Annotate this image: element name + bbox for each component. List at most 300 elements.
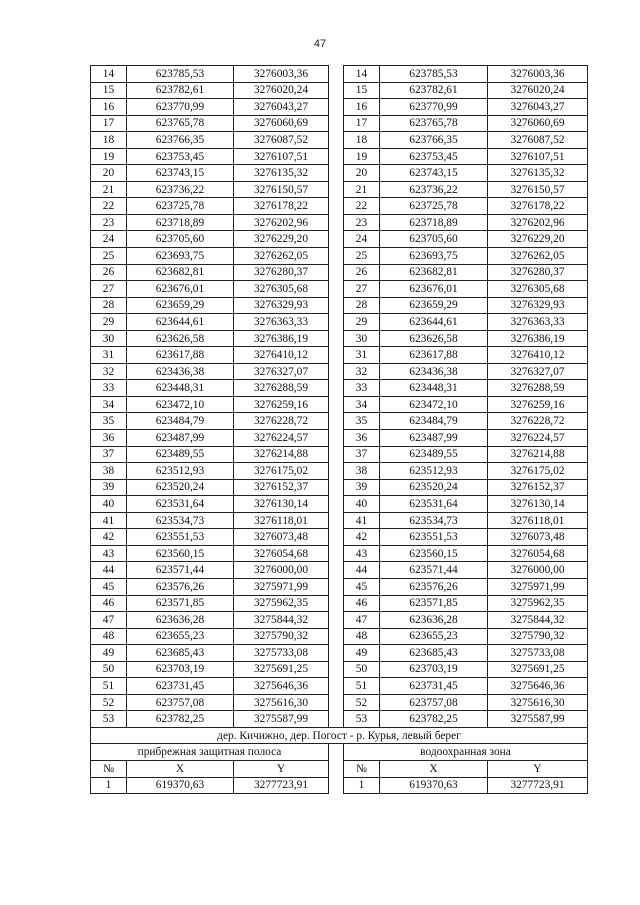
right-x-value: 623472,10 bbox=[380, 396, 488, 413]
left-y-value: 3276118,01 bbox=[234, 512, 329, 529]
table-row bbox=[91, 82, 588, 99]
table-row bbox=[91, 347, 588, 364]
column-gap bbox=[329, 132, 344, 149]
column-gap bbox=[329, 512, 344, 529]
left-x-value: 623766,35 bbox=[127, 132, 234, 149]
table-row bbox=[91, 446, 588, 463]
left-point-number: 22 bbox=[91, 198, 127, 215]
column-gap bbox=[329, 198, 344, 215]
column-gap bbox=[329, 82, 344, 99]
column-gap bbox=[329, 330, 344, 347]
right-x-value: 623659,29 bbox=[380, 297, 488, 314]
table-row bbox=[91, 430, 588, 447]
right-y-value: 3276073,48 bbox=[488, 529, 588, 546]
column-gap bbox=[329, 314, 344, 331]
left-x-value: 623753,45 bbox=[127, 148, 234, 165]
column-gap bbox=[329, 562, 344, 579]
right-x-value: 623617,88 bbox=[380, 347, 488, 364]
left-x-value: 623757,08 bbox=[127, 694, 234, 711]
column-gap bbox=[329, 347, 344, 364]
left-header-number: № bbox=[91, 760, 127, 777]
left-y-value: 3275616,30 bbox=[234, 694, 329, 711]
right-point-number: 50 bbox=[344, 661, 380, 678]
left-x-value: 623718,89 bbox=[127, 214, 234, 231]
right-point-number: 17 bbox=[344, 115, 380, 132]
right-point-number: 19 bbox=[344, 148, 380, 165]
left-x-value: 623487,99 bbox=[127, 430, 234, 447]
table-row bbox=[91, 132, 588, 149]
column-gap bbox=[329, 678, 344, 695]
right-x-value: 623489,55 bbox=[380, 446, 488, 463]
column-gap bbox=[329, 148, 344, 165]
table-row bbox=[91, 711, 588, 728]
left-y-value: 3276280,37 bbox=[234, 264, 329, 281]
right-y-value: 3276305,68 bbox=[488, 281, 588, 298]
right-x-value: 623448,31 bbox=[380, 380, 488, 397]
left-y-value: 3276327,07 bbox=[234, 363, 329, 380]
table-row bbox=[91, 66, 588, 83]
right-x-value: 623676,01 bbox=[380, 281, 488, 298]
table-row bbox=[91, 248, 588, 265]
right-x-value: 623436,38 bbox=[380, 363, 488, 380]
column-gap bbox=[329, 760, 344, 777]
table-row bbox=[91, 165, 588, 182]
left-point-number: 18 bbox=[91, 132, 127, 149]
left-point-number: 26 bbox=[91, 264, 127, 281]
left-y-value: 3276288,59 bbox=[234, 380, 329, 397]
right-y-value: 3276152,37 bbox=[488, 479, 588, 496]
left-x-value: 623743,15 bbox=[127, 165, 234, 182]
left-x-value: 623448,31 bbox=[127, 380, 234, 397]
column-gap bbox=[329, 181, 344, 198]
left-x-value: 623770,99 bbox=[127, 99, 234, 116]
left-point-number: 35 bbox=[91, 413, 127, 430]
column-gap bbox=[329, 363, 344, 380]
right-point-number: 45 bbox=[344, 578, 380, 595]
right-y-value: 3276229,20 bbox=[488, 231, 588, 248]
left-x-value: 623531,64 bbox=[127, 496, 234, 513]
left-point-number: 27 bbox=[91, 281, 127, 298]
right-y-value: 3275733,08 bbox=[488, 645, 588, 662]
left-point-number: 50 bbox=[91, 661, 127, 678]
column-gap bbox=[329, 165, 344, 182]
left-point-number: 14 bbox=[91, 66, 127, 83]
right-x-value: 623626,58 bbox=[380, 330, 488, 347]
left-x-value: 623571,85 bbox=[127, 595, 234, 612]
section-block bbox=[91, 727, 588, 793]
right-point-number: 30 bbox=[344, 330, 380, 347]
right-y-value: 3276327,07 bbox=[488, 363, 588, 380]
right-y-value: 3275971,99 bbox=[488, 578, 588, 595]
left-point-number: 19 bbox=[91, 148, 127, 165]
column-gap bbox=[329, 231, 344, 248]
right-x-value: 623520,24 bbox=[380, 479, 488, 496]
right-y-value: 3275616,30 bbox=[488, 694, 588, 711]
right-y-value: 3276329,93 bbox=[488, 297, 588, 314]
right-y-value: 3276228,72 bbox=[488, 413, 588, 430]
left-y-value: 3276043,27 bbox=[234, 99, 329, 116]
left-y-value: 3275844,32 bbox=[234, 612, 329, 629]
right-x-value: 623731,45 bbox=[380, 678, 488, 695]
left-y-value: 3276363,33 bbox=[234, 314, 329, 331]
right-y-value: 3276386,19 bbox=[488, 330, 588, 347]
left-y-value: 3275962,35 bbox=[234, 595, 329, 612]
left-x-value: 623571,44 bbox=[127, 562, 234, 579]
table-row bbox=[91, 396, 588, 413]
left-y-value: 3276020,24 bbox=[234, 82, 329, 99]
table-row bbox=[91, 99, 588, 116]
left-point-number: 21 bbox=[91, 181, 127, 198]
right-y-value: 3276259,16 bbox=[488, 396, 588, 413]
column-gap bbox=[329, 463, 344, 480]
left-y-value: 3276175,02 bbox=[234, 463, 329, 480]
column-gap bbox=[329, 248, 344, 265]
table-row bbox=[91, 181, 588, 198]
right-point-number: 49 bbox=[344, 645, 380, 662]
table-row bbox=[91, 264, 588, 281]
column-gap bbox=[329, 694, 344, 711]
right-x-value: 623725,78 bbox=[380, 198, 488, 215]
left-point-number: 39 bbox=[91, 479, 127, 496]
right-y-value: 3276363,33 bbox=[488, 314, 588, 331]
right-y-value: 3276020,24 bbox=[488, 82, 588, 99]
right-point-number: 23 bbox=[344, 214, 380, 231]
left-y-value: 3276073,48 bbox=[234, 529, 329, 546]
table-row bbox=[91, 231, 588, 248]
right-y-value: 3276410,12 bbox=[488, 347, 588, 364]
column-gap bbox=[329, 744, 344, 761]
left-x-value: 623551,53 bbox=[127, 529, 234, 546]
right-x-value: 623770,99 bbox=[380, 99, 488, 116]
column-gap bbox=[329, 396, 344, 413]
column-gap bbox=[329, 645, 344, 662]
right-point-number: 29 bbox=[344, 314, 380, 331]
column-gap bbox=[329, 479, 344, 496]
right-point-number: 36 bbox=[344, 430, 380, 447]
right-x-value: 623512,93 bbox=[380, 463, 488, 480]
right-x-value: 623487,99 bbox=[380, 430, 488, 447]
left-y-value: 3277723,91 bbox=[234, 777, 329, 794]
right-point-number: 28 bbox=[344, 297, 380, 314]
right-x-value: 623685,43 bbox=[380, 645, 488, 662]
right-point-number: 53 bbox=[344, 711, 380, 728]
right-y-value: 3275962,35 bbox=[488, 595, 588, 612]
left-x-value: 623682,81 bbox=[127, 264, 234, 281]
table-row bbox=[91, 363, 588, 380]
right-point-number: 1 bbox=[344, 777, 380, 794]
table-row bbox=[91, 413, 588, 430]
column-gap bbox=[329, 99, 344, 116]
left-x-value: 623782,25 bbox=[127, 711, 234, 728]
page-number: 47 bbox=[313, 38, 327, 50]
table-row bbox=[91, 578, 588, 595]
right-point-number: 16 bbox=[344, 99, 380, 116]
table-row bbox=[91, 463, 588, 480]
left-point-number: 31 bbox=[91, 347, 127, 364]
table-row bbox=[91, 314, 588, 331]
right-y-value: 3276000,00 bbox=[488, 562, 588, 579]
left-y-value: 3275646,36 bbox=[234, 678, 329, 695]
table-row bbox=[91, 380, 588, 397]
right-x-value: 623743,15 bbox=[380, 165, 488, 182]
column-gap bbox=[329, 595, 344, 612]
left-x-value: 623520,24 bbox=[127, 479, 234, 496]
left-x-value: 623676,01 bbox=[127, 281, 234, 298]
zone-caption-row bbox=[91, 744, 588, 761]
table-row bbox=[91, 496, 588, 513]
table-row bbox=[91, 330, 588, 347]
right-point-number: 27 bbox=[344, 281, 380, 298]
table-row bbox=[91, 628, 588, 645]
table-row bbox=[91, 545, 588, 562]
left-point-number: 37 bbox=[91, 446, 127, 463]
right-point-number: 41 bbox=[344, 512, 380, 529]
table-row bbox=[91, 115, 588, 132]
left-y-value: 3276060,69 bbox=[234, 115, 329, 132]
right-point-number: 22 bbox=[344, 198, 380, 215]
table-row bbox=[91, 529, 588, 546]
table-row bbox=[91, 645, 588, 662]
left-point-number: 44 bbox=[91, 562, 127, 579]
right-point-number: 37 bbox=[344, 446, 380, 463]
left-point-number: 16 bbox=[91, 99, 127, 116]
left-y-value: 3276386,19 bbox=[234, 330, 329, 347]
right-point-number: 32 bbox=[344, 363, 380, 380]
left-y-value: 3276087,52 bbox=[234, 132, 329, 149]
left-point-number: 40 bbox=[91, 496, 127, 513]
column-gap bbox=[329, 545, 344, 562]
right-point-number: 48 bbox=[344, 628, 380, 645]
left-point-number: 34 bbox=[91, 396, 127, 413]
left-y-value: 3276305,68 bbox=[234, 281, 329, 298]
right-point-number: 26 bbox=[344, 264, 380, 281]
right-point-number: 35 bbox=[344, 413, 380, 430]
right-x-value: 623576,26 bbox=[380, 578, 488, 595]
table-row bbox=[91, 512, 588, 529]
right-x-value: 619370,63 bbox=[380, 777, 488, 794]
left-x-value: 623484,79 bbox=[127, 413, 234, 430]
right-point-number: 42 bbox=[344, 529, 380, 546]
left-y-value: 3276410,12 bbox=[234, 347, 329, 364]
left-x-value: 623436,38 bbox=[127, 363, 234, 380]
header-row bbox=[91, 760, 588, 777]
left-point-number: 48 bbox=[91, 628, 127, 645]
table-row bbox=[91, 694, 588, 711]
left-point-number: 32 bbox=[91, 363, 127, 380]
left-point-number: 41 bbox=[91, 512, 127, 529]
column-gap bbox=[329, 446, 344, 463]
section-title-row bbox=[91, 727, 588, 744]
table-row bbox=[91, 214, 588, 231]
left-y-value: 3276329,93 bbox=[234, 297, 329, 314]
left-x-value: 623659,29 bbox=[127, 297, 234, 314]
left-x-value: 623576,26 bbox=[127, 578, 234, 595]
left-x-value: 623512,93 bbox=[127, 463, 234, 480]
right-point-number: 34 bbox=[344, 396, 380, 413]
left-y-value: 3276152,37 bbox=[234, 479, 329, 496]
left-x-value: 623534,73 bbox=[127, 512, 234, 529]
right-zone-caption: водоохранная зона bbox=[344, 744, 588, 761]
left-header-x: X bbox=[127, 760, 234, 777]
left-x-value: 623617,88 bbox=[127, 347, 234, 364]
left-x-value: 623489,55 bbox=[127, 446, 234, 463]
right-point-number: 20 bbox=[344, 165, 380, 182]
left-point-number: 51 bbox=[91, 678, 127, 695]
left-y-value: 3276107,51 bbox=[234, 148, 329, 165]
right-x-value: 623718,89 bbox=[380, 214, 488, 231]
right-y-value: 3276060,69 bbox=[488, 115, 588, 132]
column-gap bbox=[329, 661, 344, 678]
right-y-value: 3276130,14 bbox=[488, 496, 588, 513]
right-x-value: 623571,44 bbox=[380, 562, 488, 579]
right-y-value: 3276202,96 bbox=[488, 214, 588, 231]
left-x-value: 623731,45 bbox=[127, 678, 234, 695]
right-point-number: 21 bbox=[344, 181, 380, 198]
right-y-value: 3276175,02 bbox=[488, 463, 588, 480]
left-point-number: 25 bbox=[91, 248, 127, 265]
left-y-value: 3276229,20 bbox=[234, 231, 329, 248]
left-y-value: 3275733,08 bbox=[234, 645, 329, 662]
left-y-value: 3276224,57 bbox=[234, 430, 329, 447]
right-x-value: 623785,53 bbox=[380, 66, 488, 83]
column-gap bbox=[329, 413, 344, 430]
table-row bbox=[91, 198, 588, 215]
right-y-value: 3275790,32 bbox=[488, 628, 588, 645]
right-y-value: 3275691,25 bbox=[488, 661, 588, 678]
column-gap bbox=[329, 612, 344, 629]
right-point-number: 33 bbox=[344, 380, 380, 397]
left-y-value: 3276178,22 bbox=[234, 198, 329, 215]
right-x-value: 623782,61 bbox=[380, 82, 488, 99]
left-zone-caption: прибрежная защитная полоса bbox=[91, 744, 329, 761]
left-point-number: 43 bbox=[91, 545, 127, 562]
left-y-value: 3276202,96 bbox=[234, 214, 329, 231]
left-x-value: 623782,61 bbox=[127, 82, 234, 99]
right-point-number: 43 bbox=[344, 545, 380, 562]
right-x-value: 623766,35 bbox=[380, 132, 488, 149]
left-point-number: 20 bbox=[91, 165, 127, 182]
right-y-value: 3276224,57 bbox=[488, 430, 588, 447]
left-point-number: 42 bbox=[91, 529, 127, 546]
left-point-number: 24 bbox=[91, 231, 127, 248]
left-point-number: 45 bbox=[91, 578, 127, 595]
left-point-number: 30 bbox=[91, 330, 127, 347]
left-point-number: 53 bbox=[91, 711, 127, 728]
right-header-number: № bbox=[344, 760, 380, 777]
table-row bbox=[91, 595, 588, 612]
right-x-value: 623531,64 bbox=[380, 496, 488, 513]
left-y-value: 3275790,32 bbox=[234, 628, 329, 645]
coordinates-table bbox=[90, 65, 588, 794]
right-x-value: 623782,25 bbox=[380, 711, 488, 728]
right-x-value: 623636,28 bbox=[380, 612, 488, 629]
right-x-value: 623765,78 bbox=[380, 115, 488, 132]
right-x-value: 623682,81 bbox=[380, 264, 488, 281]
column-gap bbox=[329, 529, 344, 546]
right-x-value: 623571,85 bbox=[380, 595, 488, 612]
right-point-number: 44 bbox=[344, 562, 380, 579]
column-gap bbox=[329, 214, 344, 231]
column-gap bbox=[329, 115, 344, 132]
right-point-number: 51 bbox=[344, 678, 380, 695]
left-y-value: 3276214,88 bbox=[234, 446, 329, 463]
right-y-value: 3276288,59 bbox=[488, 380, 588, 397]
left-y-value: 3275587,99 bbox=[234, 711, 329, 728]
left-point-number: 49 bbox=[91, 645, 127, 662]
left-y-value: 3276003,36 bbox=[234, 66, 329, 83]
right-x-value: 623560,15 bbox=[380, 545, 488, 562]
right-point-number: 14 bbox=[344, 66, 380, 83]
right-y-value: 3276178,22 bbox=[488, 198, 588, 215]
column-gap bbox=[329, 380, 344, 397]
right-point-number: 38 bbox=[344, 463, 380, 480]
left-point-number: 15 bbox=[91, 82, 127, 99]
right-y-value: 3276054,68 bbox=[488, 545, 588, 562]
left-x-value: 623693,75 bbox=[127, 248, 234, 265]
column-gap bbox=[329, 430, 344, 447]
right-y-value: 3277723,91 bbox=[488, 777, 588, 794]
table-row bbox=[91, 148, 588, 165]
left-x-value: 623685,43 bbox=[127, 645, 234, 662]
right-y-value: 3276107,51 bbox=[488, 148, 588, 165]
left-x-value: 623626,58 bbox=[127, 330, 234, 347]
right-point-number: 39 bbox=[344, 479, 380, 496]
left-x-value: 619370,63 bbox=[127, 777, 234, 794]
table-row bbox=[91, 281, 588, 298]
right-point-number: 25 bbox=[344, 248, 380, 265]
right-point-number: 31 bbox=[344, 347, 380, 364]
left-point-number: 36 bbox=[91, 430, 127, 447]
left-x-value: 623472,10 bbox=[127, 396, 234, 413]
right-x-value: 623644,61 bbox=[380, 314, 488, 331]
right-y-value: 3275587,99 bbox=[488, 711, 588, 728]
right-header-x: X bbox=[380, 760, 488, 777]
left-x-value: 623655,23 bbox=[127, 628, 234, 645]
left-x-value: 623765,78 bbox=[127, 115, 234, 132]
left-point-number: 33 bbox=[91, 380, 127, 397]
left-y-value: 3276000,00 bbox=[234, 562, 329, 579]
left-point-number: 52 bbox=[91, 694, 127, 711]
coordinates-body bbox=[91, 66, 588, 728]
left-y-value: 3276054,68 bbox=[234, 545, 329, 562]
left-point-number: 47 bbox=[91, 612, 127, 629]
column-gap bbox=[329, 66, 344, 83]
right-y-value: 3276150,57 bbox=[488, 181, 588, 198]
section-title: дер. Кичижно, дер. Погост - р. Курья, левый берег bbox=[91, 727, 588, 744]
table-row bbox=[91, 479, 588, 496]
left-x-value: 623636,28 bbox=[127, 612, 234, 629]
left-y-value: 3276259,16 bbox=[234, 396, 329, 413]
right-x-value: 623705,60 bbox=[380, 231, 488, 248]
left-y-value: 3275971,99 bbox=[234, 578, 329, 595]
section-data-row bbox=[91, 777, 588, 794]
left-x-value: 623785,53 bbox=[127, 66, 234, 83]
right-x-value: 623703,19 bbox=[380, 661, 488, 678]
left-x-value: 623736,22 bbox=[127, 181, 234, 198]
table-row bbox=[91, 612, 588, 629]
right-point-number: 52 bbox=[344, 694, 380, 711]
right-x-value: 623534,73 bbox=[380, 512, 488, 529]
left-x-value: 623725,78 bbox=[127, 198, 234, 215]
right-y-value: 3276135,32 bbox=[488, 165, 588, 182]
right-y-value: 3276262,05 bbox=[488, 248, 588, 265]
right-x-value: 623484,79 bbox=[380, 413, 488, 430]
table-row bbox=[91, 678, 588, 695]
column-gap bbox=[329, 264, 344, 281]
column-gap bbox=[329, 777, 344, 794]
right-point-number: 40 bbox=[344, 496, 380, 513]
left-y-value: 3276228,72 bbox=[234, 413, 329, 430]
